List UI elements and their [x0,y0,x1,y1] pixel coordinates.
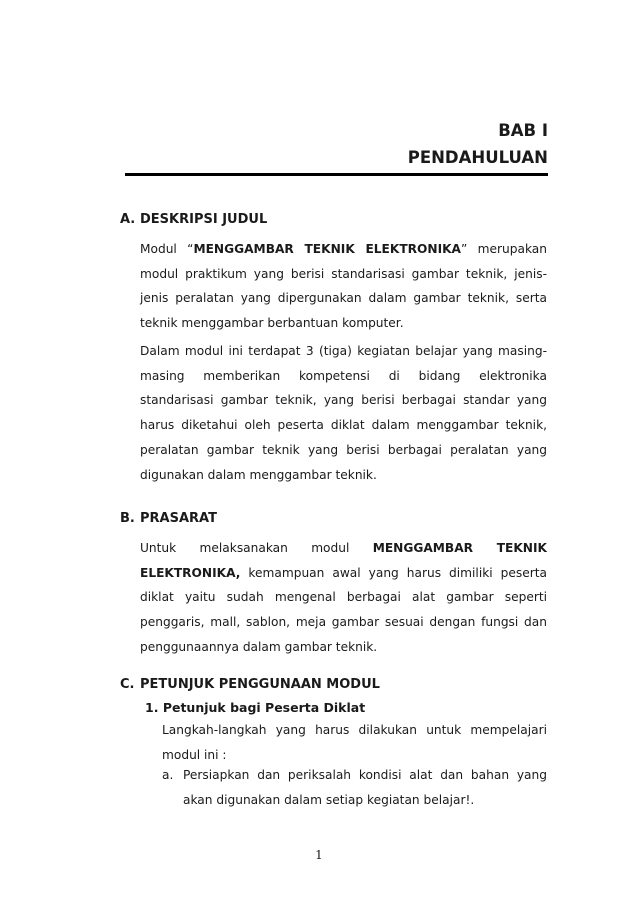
module-title-bold: MENGGAMBAR TEKNIK ELEKTRONIKA [193,242,461,256]
chapter-title: PENDAHULUAN [407,148,548,167]
subsection-1-title: Petunjuk bagi Peserta Diklat [162,700,366,715]
section-c-letter: C. [120,677,135,692]
subsection-1-intro: Langkah-langkah yang harus dilakukan untuk mempelajari modul ini : [162,723,547,762]
section-c-heading [120,677,380,692]
section-a-title: DESKRIPSI JUDUL [140,212,268,227]
list-item-a-letter: a. [162,768,174,782]
section-a-paragraph-2: Dalam modul ini terdapat 3 (tiga) kegiatan belajar yang masing-masing memberikan kompetensi di bidang elektronika standarisasi gambar teknik, yang berisi berbagai standar yang harus diketahui oleh peserta diklat dalam menggambar teknik, peralatan gambar teknik yang berisi berbagai peralatan yang digunakan dalam menggambar teknik. [140,344,547,482]
section-b-p1-text-post: kemampuan awal yang harus dimiliki peserta diklat yaitu sudah mengenal berbagai alat gambar seperti penggaris, mall, sablon, meja gambar sesuai dengan fungsi dan penggunaannya dalam gambar teknik. [140,565,547,654]
section-b-letter: B. [120,511,135,526]
section-b-p1-text-pre: Untuk melaksanakan modul [140,541,373,555]
section-a-p1-text-pre: Modul “ [140,242,194,256]
section-a-p1-text-post: ” merupakan modul praktikum yang berisi standarisasi gambar teknik, jenis-jenis peralatan yang dipergunakan dalam gambar teknik, serta teknik menggambar berbantuan komputer. [140,242,547,331]
subsection-1-number: 1. [145,700,159,715]
title-divider [125,173,548,176]
page-number: 1 [315,848,323,862]
section-b-title: PRASARAT [140,511,217,526]
section-b-paragraph-1 [140,536,547,660]
chapter-label: BAB I [498,121,548,140]
section-b-heading [120,511,217,526]
subsection-1-heading [145,700,365,715]
section-c-title: PETUNJUK PENGGUNAAN MODUL [140,677,380,692]
section-a-paragraph-1 [140,237,547,336]
module-title-bold: MENGGAMBAR TEKNIK ELEKTRONIKA, [140,541,547,580]
section-a-heading [120,212,267,227]
list-item-a-text: Persiapkan dan periksalah kondisi alat dan bahan yang akan digunakan dalam setiap kegiatan belajar!. [183,768,547,807]
section-a-letter: A. [120,212,136,227]
